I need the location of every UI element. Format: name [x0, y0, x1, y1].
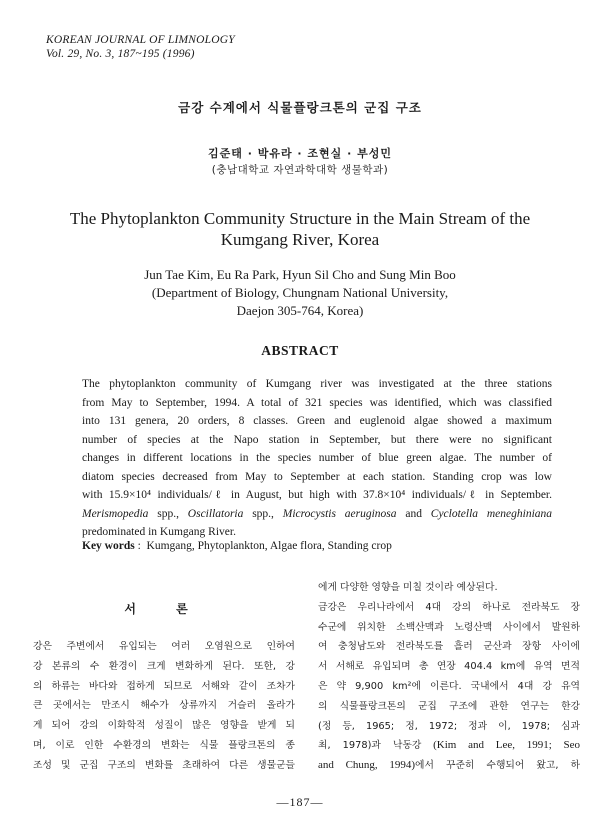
- abstract-heading: ABSTRACT: [261, 343, 339, 358]
- citation-text: and Chung, 1994): [318, 759, 416, 772]
- body-column-left: [33, 637, 295, 776]
- taxon-name: Cyclotella meneghiniana: [430, 507, 553, 520]
- english-affiliation-line1: (Department of Biology, Chungnam National University,: [151, 285, 449, 300]
- body-line: 강은 주변에서 유입되는 여러 오염원으로 인하여: [33, 641, 295, 652]
- english-title-line2: Kumgang River, Korea: [220, 230, 380, 249]
- body-text: 최, 1978)과 낙동강: [318, 740, 422, 752]
- body-line: (정 등, 1965; 정, 1972; 정과 이, 1978; 심과: [318, 720, 580, 732]
- english-byline: [0, 266, 600, 320]
- keywords-text: Kumgang, Phytoplankton, Algae flora, Standing crop: [146, 540, 392, 552]
- body-line: 의 하류는 바다와 접하게 되므로 서해와 같이 조차가: [33, 680, 295, 692]
- abstract-line: into 131 genera, 20 orders, 8 classes. Green and euglenoid algae showed a maximum: [82, 415, 552, 427]
- abstract-body: [82, 375, 552, 542]
- journal-name: KOREAN JOURNAL OF LIMNOLOGY: [46, 34, 235, 46]
- body-line: 큰 곳에서는 만조시 해수가 상류까지 거슬러 올라가: [33, 700, 295, 712]
- abstract-line: number of species at the Napo station in September, but there were no significant: [82, 433, 552, 446]
- body-line: 강 본류의 수 환경이 크게 변화하게 된다. 또한, 강: [33, 660, 295, 672]
- english-affiliation-line2: Daejon 305-764, Korea): [236, 303, 364, 318]
- body-line: 여 충청남도와 전라북도를 흘러 군산과 장항 사이에: [318, 641, 580, 653]
- abstract-line: The phytoplankton community of Kumgang river was investigated at the three stations: [82, 378, 552, 390]
- english-title: [0, 208, 600, 250]
- keywords-separator: :: [134, 540, 147, 552]
- abstract-line: from May to September, 1994. A total of 321 species was identified, which was classified: [82, 396, 552, 409]
- taxon-name: Oscillatoria: [187, 507, 244, 520]
- body-line: 은 약 9,900 km²에 이른다. 국내에서 4대 강 유역: [318, 680, 580, 692]
- korean-authors: 김준태 · 박유라 · 조현실 · 부성민: [207, 147, 393, 160]
- body-line: 게 되어 강의 이화학적 성질이 많은 영향을 받게 되: [33, 720, 295, 732]
- journal-volume: Vol. 29, No. 3, 187~195 (1996): [46, 48, 195, 60]
- keywords-label: Key words: [82, 540, 135, 552]
- body-line: 의 식물플랑크톤의 군집 구조에 관한 연구는 한강: [318, 700, 580, 712]
- section-heading-introduction: 서 론: [124, 602, 206, 616]
- body-line: 에게 다양한 영향을 미칠 것이라 예상된다.: [318, 582, 498, 593]
- body-line: 금강은 우리나라에서 4대 강의 하나로 전라북도 장: [318, 601, 580, 613]
- taxon-name: Microcystis aeruginosa: [282, 507, 397, 520]
- body-line: 조성 및 군집 구조의 변화를 초래하여 다른 생물군들: [33, 759, 295, 771]
- citation-text: (Kim and Lee, 1991; Seo: [421, 739, 580, 752]
- body-line-mixed: [318, 756, 580, 776]
- korean-title: 금강 수계에서 식물플랑크톤의 군집 구조: [178, 100, 422, 115]
- abstract-line: changes in different locations in the species number of blue green algae. The number of: [82, 452, 552, 464]
- abstract-line: predominated in Kumgang River.: [82, 526, 236, 538]
- korean-affiliation: (충남대학교 자연과학대학 생물학과): [211, 164, 389, 176]
- english-title-line1: The Phytoplankton Community Structure in the Main Stream of the: [69, 209, 531, 228]
- body-line: 며, 이로 인한 수환경의 변화는 식물 플랑크톤의 종: [33, 739, 295, 751]
- abstract-text: spp.,: [148, 507, 188, 520]
- page-number: —187—: [276, 795, 324, 809]
- abstract-line: diatom species decreased from May to September at each station. Standing crop was low: [82, 470, 552, 483]
- journal-header: [46, 33, 235, 61]
- abstract-text: spp.,: [243, 507, 283, 520]
- abstract-text: and: [396, 507, 431, 520]
- abstract-line-taxa: [82, 505, 552, 524]
- body-line-mixed: [318, 736, 580, 756]
- taxon-name: Merismopedia: [82, 507, 149, 520]
- keywords: [82, 540, 392, 552]
- english-authors: Jun Tae Kim, Eu Ra Park, Hyun Sil Cho and Sung Min Boo: [144, 267, 456, 282]
- body-text: 에서 꾸준히 수행되어 왔고, 하: [415, 760, 580, 772]
- body-line: 서 서해로 유입되며 총 연장 404.4 km에 유역 면적: [318, 661, 580, 673]
- body-column-right: [318, 578, 580, 776]
- abstract-line: with 15.9×10⁴ individuals/ℓ in August, but high with 37.8×10⁴ individuals/ℓ in September.: [82, 489, 552, 501]
- body-line: 수군에 위치한 소백산맥과 노령산맥 사이에서 발원하: [318, 621, 580, 633]
